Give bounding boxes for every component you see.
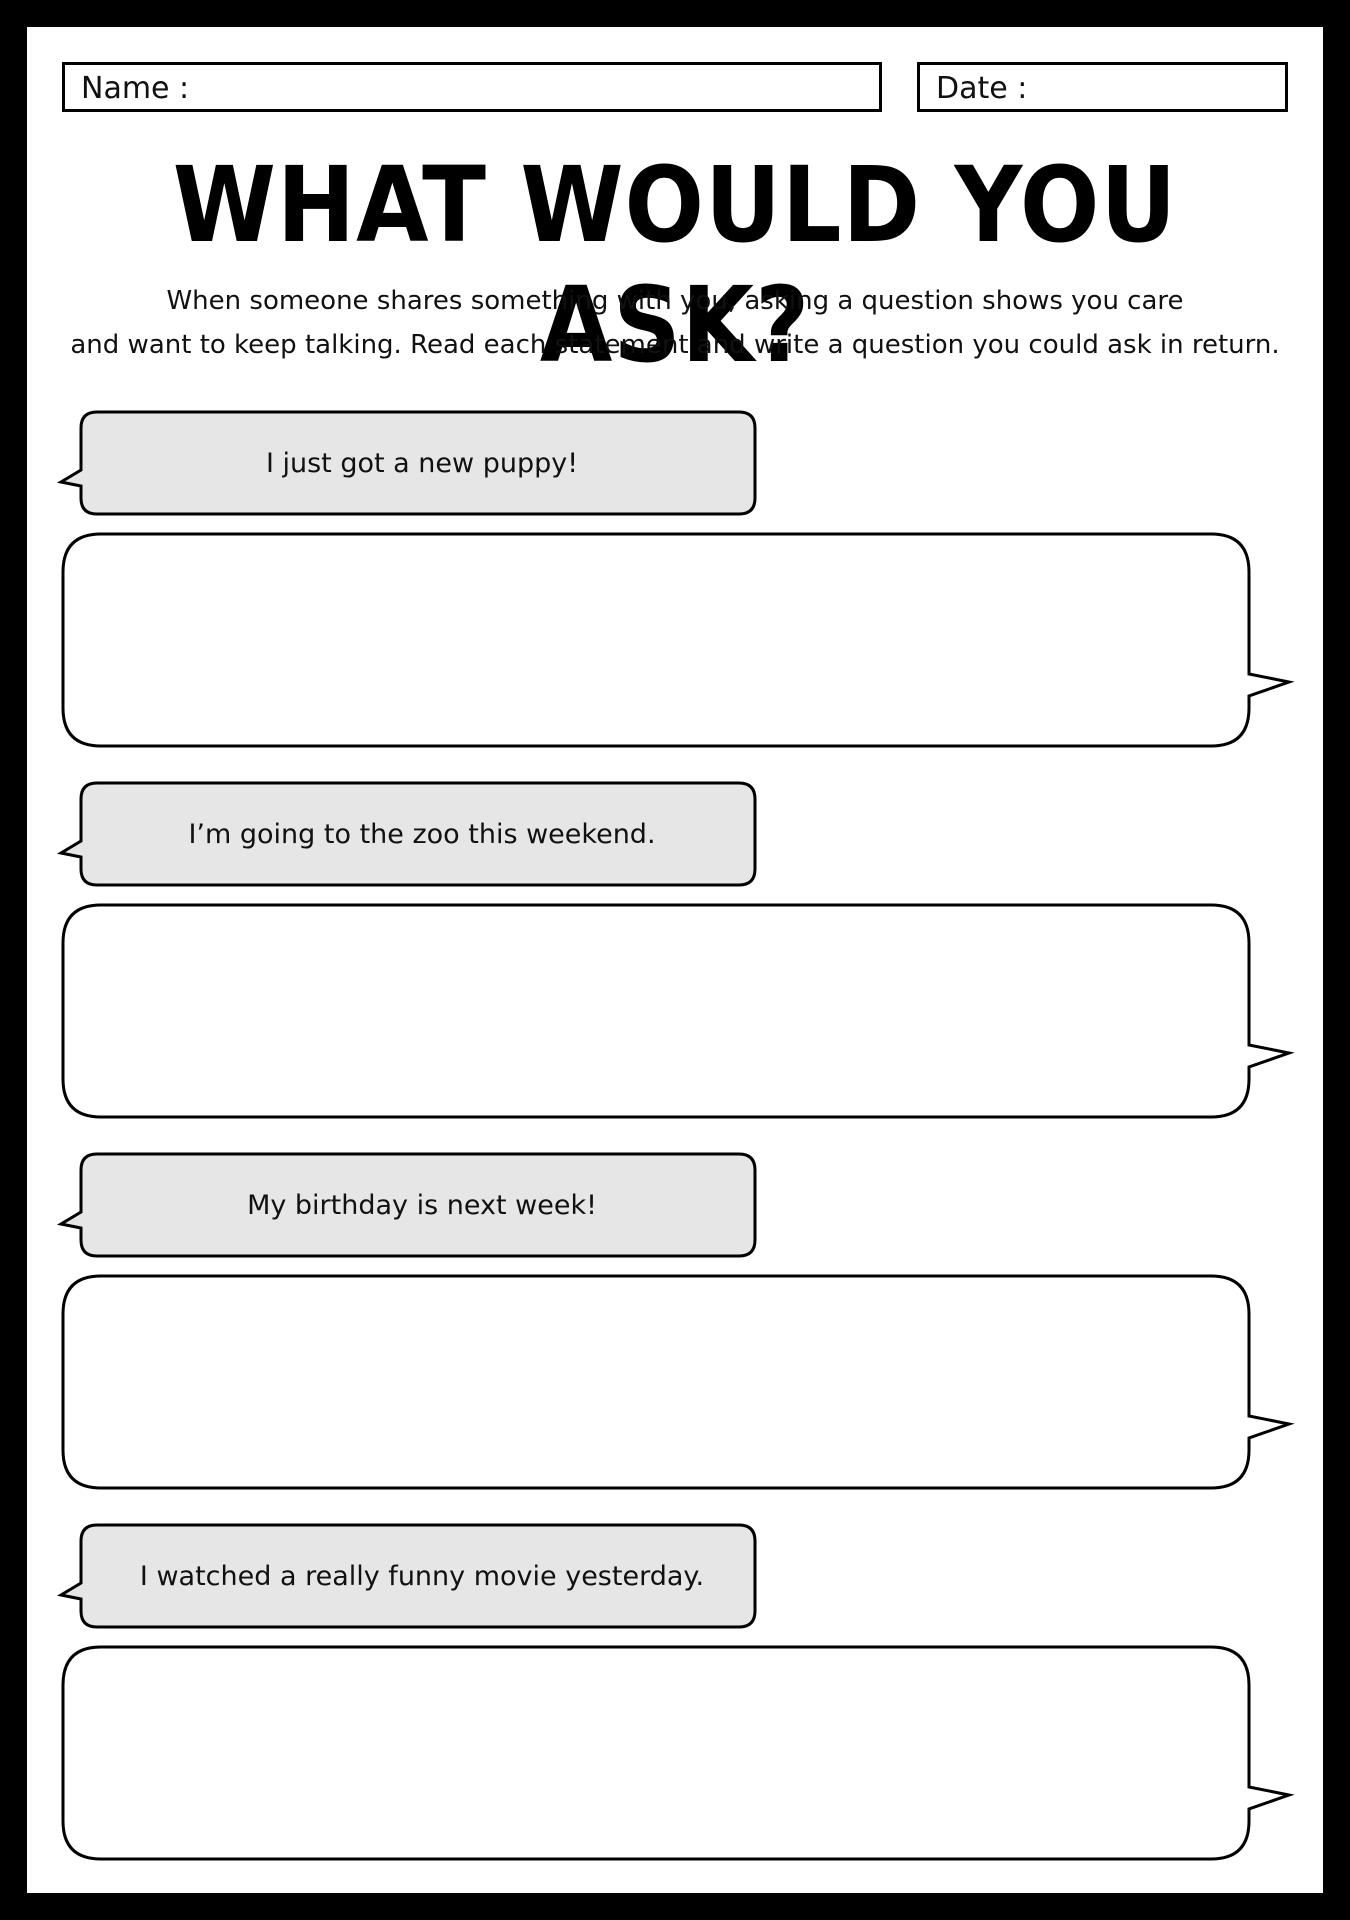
name-label: Name : bbox=[81, 71, 190, 106]
instructions-line-1: When someone shares something with you, asking a question shows you care bbox=[166, 286, 1184, 316]
statement-text: I watched a really funny movie yesterday. bbox=[139, 1560, 705, 1592]
instructions-line-2: and want to keep talking. Read each statement and write a question you could ask in return. bbox=[70, 330, 1280, 360]
answer-input[interactable] bbox=[87, 915, 1247, 1105]
statement-text: I’m going to the zoo this weekend. bbox=[188, 818, 656, 850]
answer-input[interactable] bbox=[87, 544, 1247, 734]
page-title: WHAT WOULD YOU ASK? bbox=[172, 144, 1178, 386]
statement-text: I just got a new puppy! bbox=[265, 447, 579, 479]
answer-input[interactable] bbox=[87, 1286, 1247, 1476]
date-label: Date : bbox=[936, 71, 1028, 106]
statement-text: My birthday is next week! bbox=[247, 1189, 597, 1221]
answer-input[interactable] bbox=[87, 1657, 1247, 1847]
worksheet-page bbox=[27, 27, 1323, 1893]
